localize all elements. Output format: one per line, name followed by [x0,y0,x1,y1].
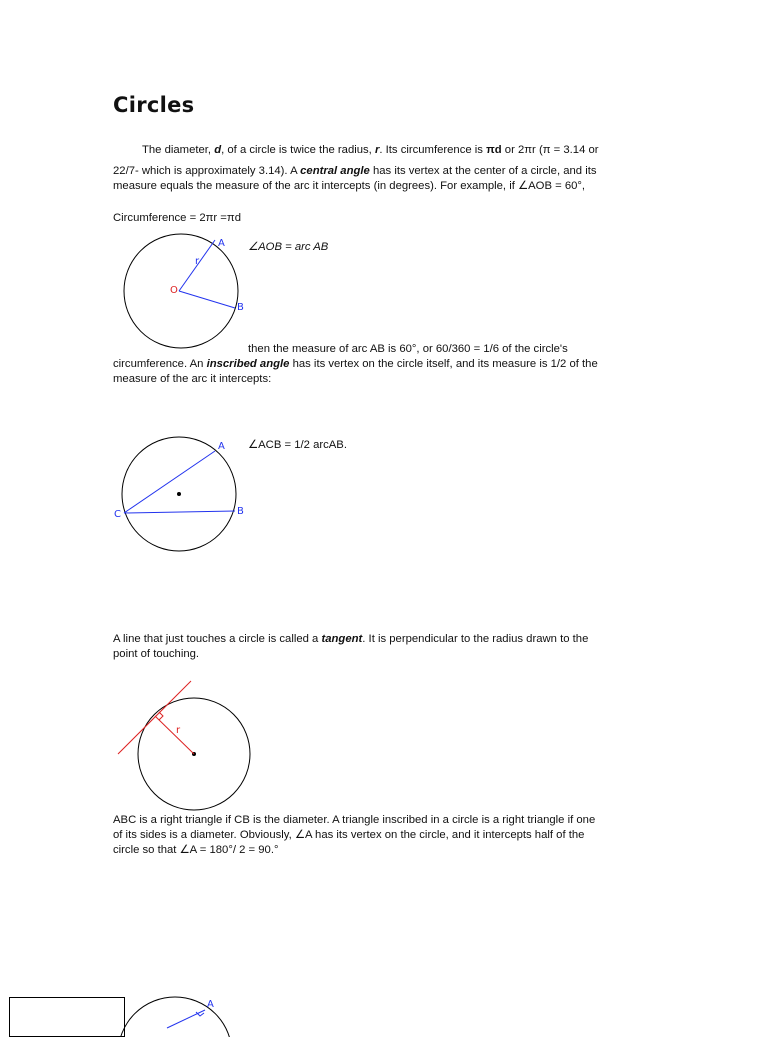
page-title: Circles [113,93,195,117]
center-dot [177,492,181,496]
angle-aob-caption [248,240,328,253]
empty-box [9,997,125,1037]
label-c: C [114,509,121,520]
label-r: r [176,725,181,736]
label-a: A [218,441,225,452]
label-o: O [170,285,178,296]
label-r: r [195,256,200,267]
term-tangent: tangent [321,633,363,645]
label-b: B [237,302,244,313]
term-central-angle: central angle [300,165,370,177]
angle-aob-text: ∠AOB = arc AB [248,241,329,253]
chord-ca [124,451,215,513]
radius-to-tangent [155,716,194,754]
central-angle-figure [118,232,248,357]
text-segment: or 2πr (π = 3.14 or [501,144,599,156]
circle-outline [124,234,238,348]
paragraph-central-angle [113,164,658,194]
circle-outline [118,997,232,1037]
chord-a-left [167,1010,205,1028]
text-line: ABC is a right triangle if CB is the diameter. A triangle inscribed in a circle is a right triangle if one [113,814,596,826]
text-line: measure of the arc it intercepts: [113,373,272,385]
text-segment: , of a circle is twice the radius, [221,144,375,156]
term-r: r [374,144,380,156]
radius-ob [179,291,235,308]
text-segment: . Its circumference is [379,144,487,156]
circumference-formula: Circumference = 2πr =πd [113,212,241,224]
paragraph-tangent [113,632,658,662]
text-segment: The diameter, [142,144,215,156]
text-segment: has its vertex at the center of a circle, and its [369,165,597,177]
text-segment: A line that just touches a circle is called a [113,633,322,645]
text-segment: has its vertex on the circle itself, and its measure is 1/2 of the [289,358,598,370]
text-line: then the measure of arc AB is 60°, or 60/360 = 1/6 of the circle's [248,343,568,355]
chord-cb [124,511,235,513]
label-b: B [237,506,244,517]
text-line: point of touching. [113,648,200,660]
tangent-line [118,681,191,754]
inscribed-angle-figure [112,436,252,556]
label-a: A [207,999,214,1010]
angle-acb-caption: ∠ACB = 1/2 arcAB. [248,439,347,451]
paragraph-inscribed-angle [113,342,658,387]
paragraph-right-triangle [113,813,658,858]
term-inscribed-angle: inscribed angle [206,358,290,370]
text-segment: . It is perpendicular to the radius drawn to the [362,633,589,645]
text-line: measure equals the measure of the arc it intercepts (in degrees). For example, if ∠AOB = 60°, [113,180,586,192]
text-line: circle so that ∠A = 180°/ 2 = 90.° [113,844,279,856]
term-pi-d: πd [486,144,502,156]
text-segment: 22/7- which is approximately 3.14). A [113,165,301,177]
text-segment: circumference. An [113,358,207,370]
label-a: A [218,238,225,249]
right-triangle-figure [125,992,235,1032]
right-angle-marker [159,712,163,720]
tangent-figure [112,676,262,810]
paragraph-diameter [142,143,662,158]
text-line: of its sides is a diameter. Obviously, ∠A has its vertex on the circle, and it intercepts half of the [113,829,585,841]
term-d: d [214,144,222,156]
